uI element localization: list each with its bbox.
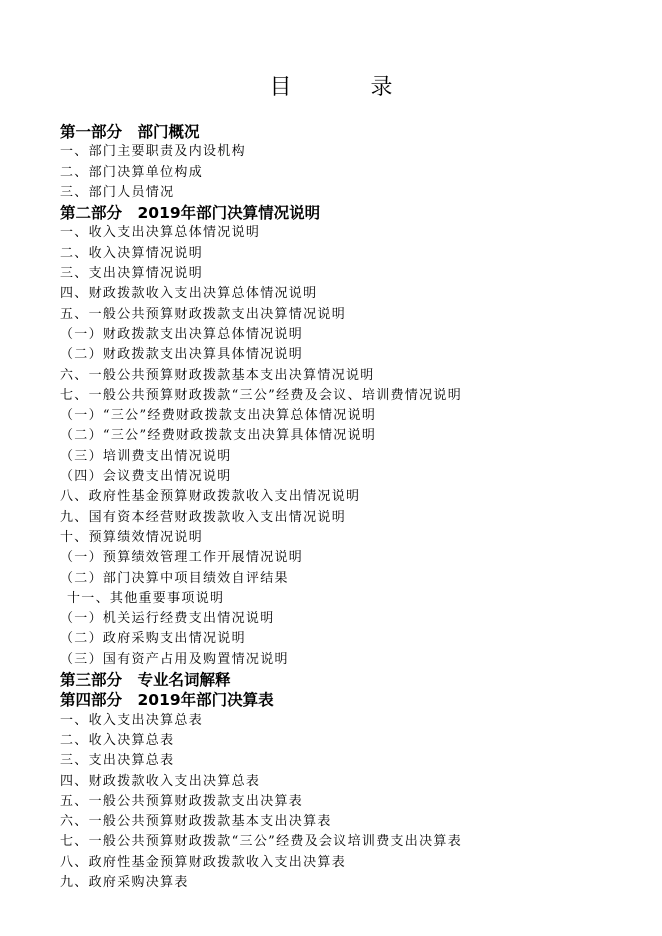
toc-item: 五、一般公共预算财政拨款支出决算表 [60, 793, 304, 809]
page-title: 目 录 [269, 75, 429, 100]
toc-item: （二）“三公”经费财政拨款支出决算具体情况说明 [60, 428, 377, 444]
toc-section-heading: 第一部分 部门概况 [60, 123, 200, 141]
toc-item: 一、部门主要职责及内设机构 [60, 144, 246, 160]
toc-item: 三、支出决算情况说明 [60, 266, 204, 282]
toc-item: 四、财政拨款收入支出决算总表 [60, 773, 261, 789]
toc-item: 八、政府性基金预算财政拨款收入支出情况说明 [60, 489, 361, 505]
toc-section-heading: 第四部分 2019年部门决算表 [60, 691, 274, 710]
toc-item: 七、一般公共预算财政拨款“三公”经费及会议、培训费情况说明 [60, 387, 462, 403]
toc-item: （三）培训费支出情况说明 [60, 448, 232, 464]
toc-item: 三、支出决算总表 [60, 753, 175, 769]
toc-item: 八、政府性基金预算财政拨款收入支出决算表 [60, 854, 347, 870]
toc-item: 一、收入支出决算总体情况说明 [60, 225, 261, 241]
toc-item: （一）财政拨款支出决算总体情况说明 [60, 326, 304, 342]
toc-item: （三）国有资产占用及购置情况说明 [60, 651, 289, 667]
toc-item: 二、收入决算总表 [60, 732, 175, 748]
toc-item: 十一、其他重要事项说明 [67, 590, 225, 606]
toc-item: 四、财政拨款收入支出决算总体情况说明 [60, 286, 318, 302]
table-of-contents [60, 122, 620, 893]
toc-item: 七、一般公共预算财政拨款“三公”经费及会议培训费支出决算表 [60, 834, 462, 850]
toc-item: （一）预算绩效管理工作开展情况说明 [60, 550, 304, 566]
toc-item: 二、部门决算单位构成 [60, 164, 204, 180]
toc-section-heading: 第三部分 专业名词解释 [60, 671, 231, 690]
toc-item: 六、一般公共预算财政拨款基本支出决算情况说明 [60, 367, 375, 383]
toc-item: （二）财政拨款支出决算具体情况说明 [60, 347, 304, 363]
toc-item: 九、政府采购决算表 [60, 874, 189, 890]
toc-item: 十、预算绩效情况说明 [60, 529, 204, 545]
toc-item: 五、一般公共预算财政拨款支出决算情况说明 [60, 306, 347, 322]
toc-item: （一）机关运行经费支出情况说明 [60, 611, 275, 627]
toc-item: （二）部门决算中项目绩效自评结果 [60, 570, 289, 586]
toc-item: （四）会议费支出情况说明 [60, 469, 232, 485]
toc-item: 一、收入支出决算总表 [60, 712, 204, 728]
toc-item: 六、一般公共预算财政拨款基本支出决算表 [60, 814, 332, 830]
toc-item: 三、部门人员情况 [60, 184, 175, 200]
toc-item: （二）政府采购支出情况说明 [60, 631, 246, 647]
toc-item: 九、国有资本经营财政拨款收入支出情况说明 [60, 509, 347, 525]
toc-section-heading: 第二部分 2019年部门决算情况说明 [60, 204, 321, 223]
toc-item: （一）“三公”经费财政拨款支出决算总体情况说明 [60, 408, 377, 424]
toc-item: 二、收入决算情况说明 [60, 245, 204, 261]
